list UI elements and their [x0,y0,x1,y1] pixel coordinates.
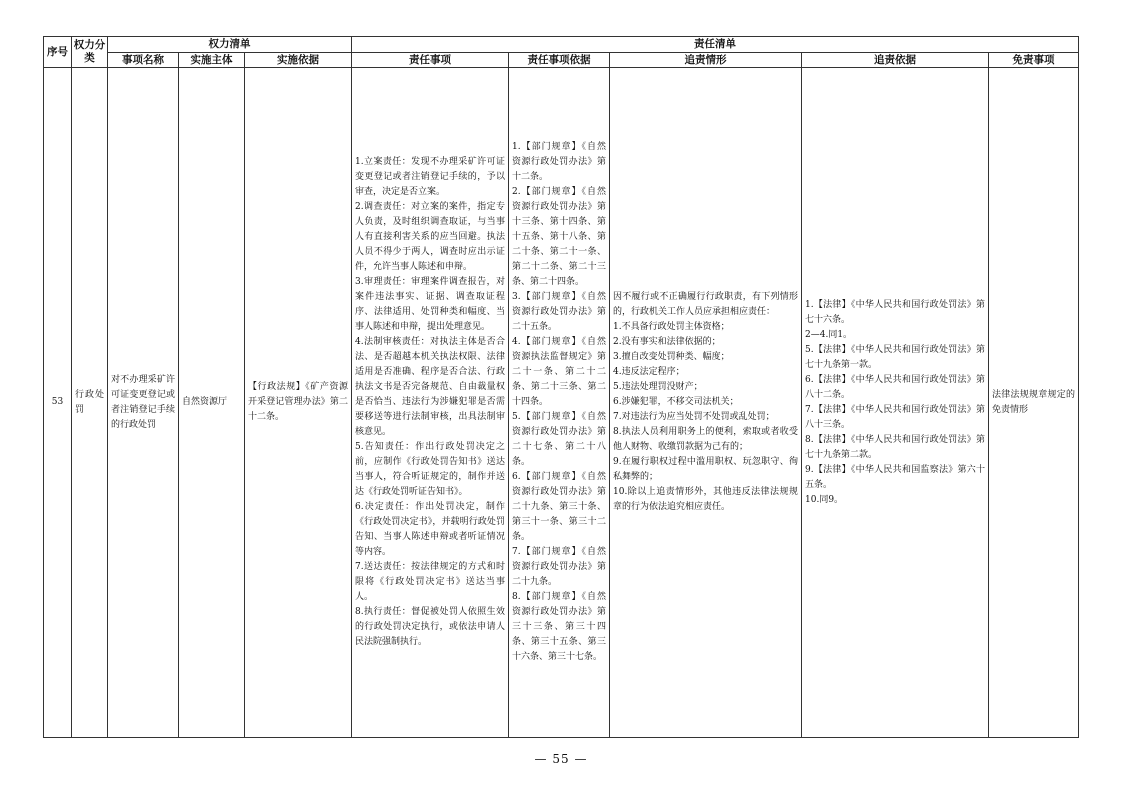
col-header-seq: 序号 [44,37,72,68]
col-header-subject: 实施主体 [179,53,245,68]
row-subject: 自然资源厅 [179,68,245,738]
col-header-accountability-cases: 追责情形 [610,53,802,68]
col-header-resp-items: 责任事项 [352,53,509,68]
group-header-power-list: 权力清单 [108,37,352,53]
page-number: — 55 — [534,752,588,766]
col-header-category: 权力分类 [72,37,108,68]
row-basis: 【行政法规】《矿产资源开采登记管理办法》第二十二条。 [245,68,352,738]
responsibility-table-sheet [43,36,1079,738]
row-accountability-basis: 1.【法律】《中华人民共和国行政处罚法》第七十六条。 2—4.同1。 5.【法律】《中华人民共和国行政处罚法》第七十九条第一款。 6.【法律】《中华人民共和国行政处罚法》第八十二条。 7.【法律】《中华人民共和国行政处罚法》第八十三条。 8.【法律】《中华人民共和国行政处罚法》第七十九条第二款。 9.【法律】《中华人民共和国监察法》第六十五条。 10.同9。 [802,68,989,738]
col-header-item-name: 事项名称 [108,53,179,68]
col-header-basis: 实施依据 [245,53,352,68]
col-header-accountability-basis: 追责依据 [802,53,989,68]
row-category: 行政处罚 [72,68,108,738]
power-responsibility-table [43,36,1079,738]
header-row-top [44,37,1079,53]
table-row [44,68,1079,738]
row-resp-basis: 1.【部门规章】《自然资源行政处罚办法》第十二条。 2.【部门规章】《自然资源行政处罚办法》第十三条、第十四条、第十五条、第十八条、第二十条、第二十一条、第二十二条、第二十三条、第二十四条。 3.【部门规章】《自然资源行政处罚办法》第二十五条。 4.【部门规章】《自然资源执法监督规定》第二十一条、第二十二条、第二十三条、第二十四条。 5.【部门规章】《自然资源行政处罚办法》第二十七条、第二十八条。 6.【部门规章】《自然资源行政处罚办法》第二十九条、第三十条、第三十一条、第三十二条。 7.【部门规章】《自然资源行政处罚办法》第二十九条。 8.【部门规章】《自然资源行政处罚办法》第三十三条、第三十四条、第三十五条、第三十六条、第三十七条。 [509,68,610,738]
row-accountability-cases: 因不履行或不正确履行行政职责，有下列情形的，行政机关工作人员应承担相应责任： 1.不具备行政处罚主体资格； 2.没有事实和法律依据的； 3.擅自改变处罚种类、幅度； 4.违反法定程序； 5.违法处理罚没财产； 6.涉嫌犯罪，不移交司法机关； 7.对违法行为应当处罚不处罚或乱处罚； 8.执法人员利用职务上的便利，索取或者收受他人财物、收缴罚款据为己有的； 9.在履行职权过程中滥用职权、玩忽职守、徇私舞弊的； 10.除以上追责情形外，其他违反法律法规规章的行为依法追究相应责任。 [610,68,802,738]
col-header-resp-basis: 责任事项依据 [509,53,610,68]
header-row-sub [44,53,1079,68]
group-header-responsibility-list: 责任清单 [352,37,1079,53]
col-header-exemptions: 免责事项 [989,53,1079,68]
row-item-name: 对不办理采矿许可证变更登记或者注销登记手续的行政处罚 [108,68,179,738]
row-exemptions: 法律法规规章规定的免责情形 [989,68,1079,738]
row-resp-items: 1.立案责任：发现不办理采矿许可证变更登记或者注销登记手续的，予以审查，决定是否立案。 2.调查责任：对立案的案件，指定专人负责，及时组织调查取证，与当事人有直接利害关系的应当回避。执法人员不得少于两人，调查时应出示证件，允许当事人陈述和申辩。 3.审理责任：审理案件调查报告，对案件违法事实、证据、调查取证程序、法律适用、处罚种类和幅度、当事人陈述和申辩，提出处理意见。 4.法制审核责任：对执法主体是否合法、是否超越本机关执法权限、法律适用是否准确、程序是否合法、行政执法文书是否完备规范、自由裁量权是否恰当、违法行为涉嫌犯罪是否需要移送等进行法制审核，出具法制审核意见。 5.告知责任：作出行政处罚决定之前，应制作《行政处罚告知书》送达当事人，符合听证规定的，制作并送达《行政处罚听证告知书》。 6.决定责任：作出处罚决定，制作《行政处罚决定书》，并载明行政处罚告知、当事人陈述申辩或者听证情况等内容。 7.送达责任：按法律规定的方式和时限将《行政处罚决定书》送达当事人。 8.执行责任：督促被处罚人依照生效的行政处罚决定执行，或依法申请人民法院强制执行。 [352,68,509,738]
row-seq: 53 [44,68,72,738]
